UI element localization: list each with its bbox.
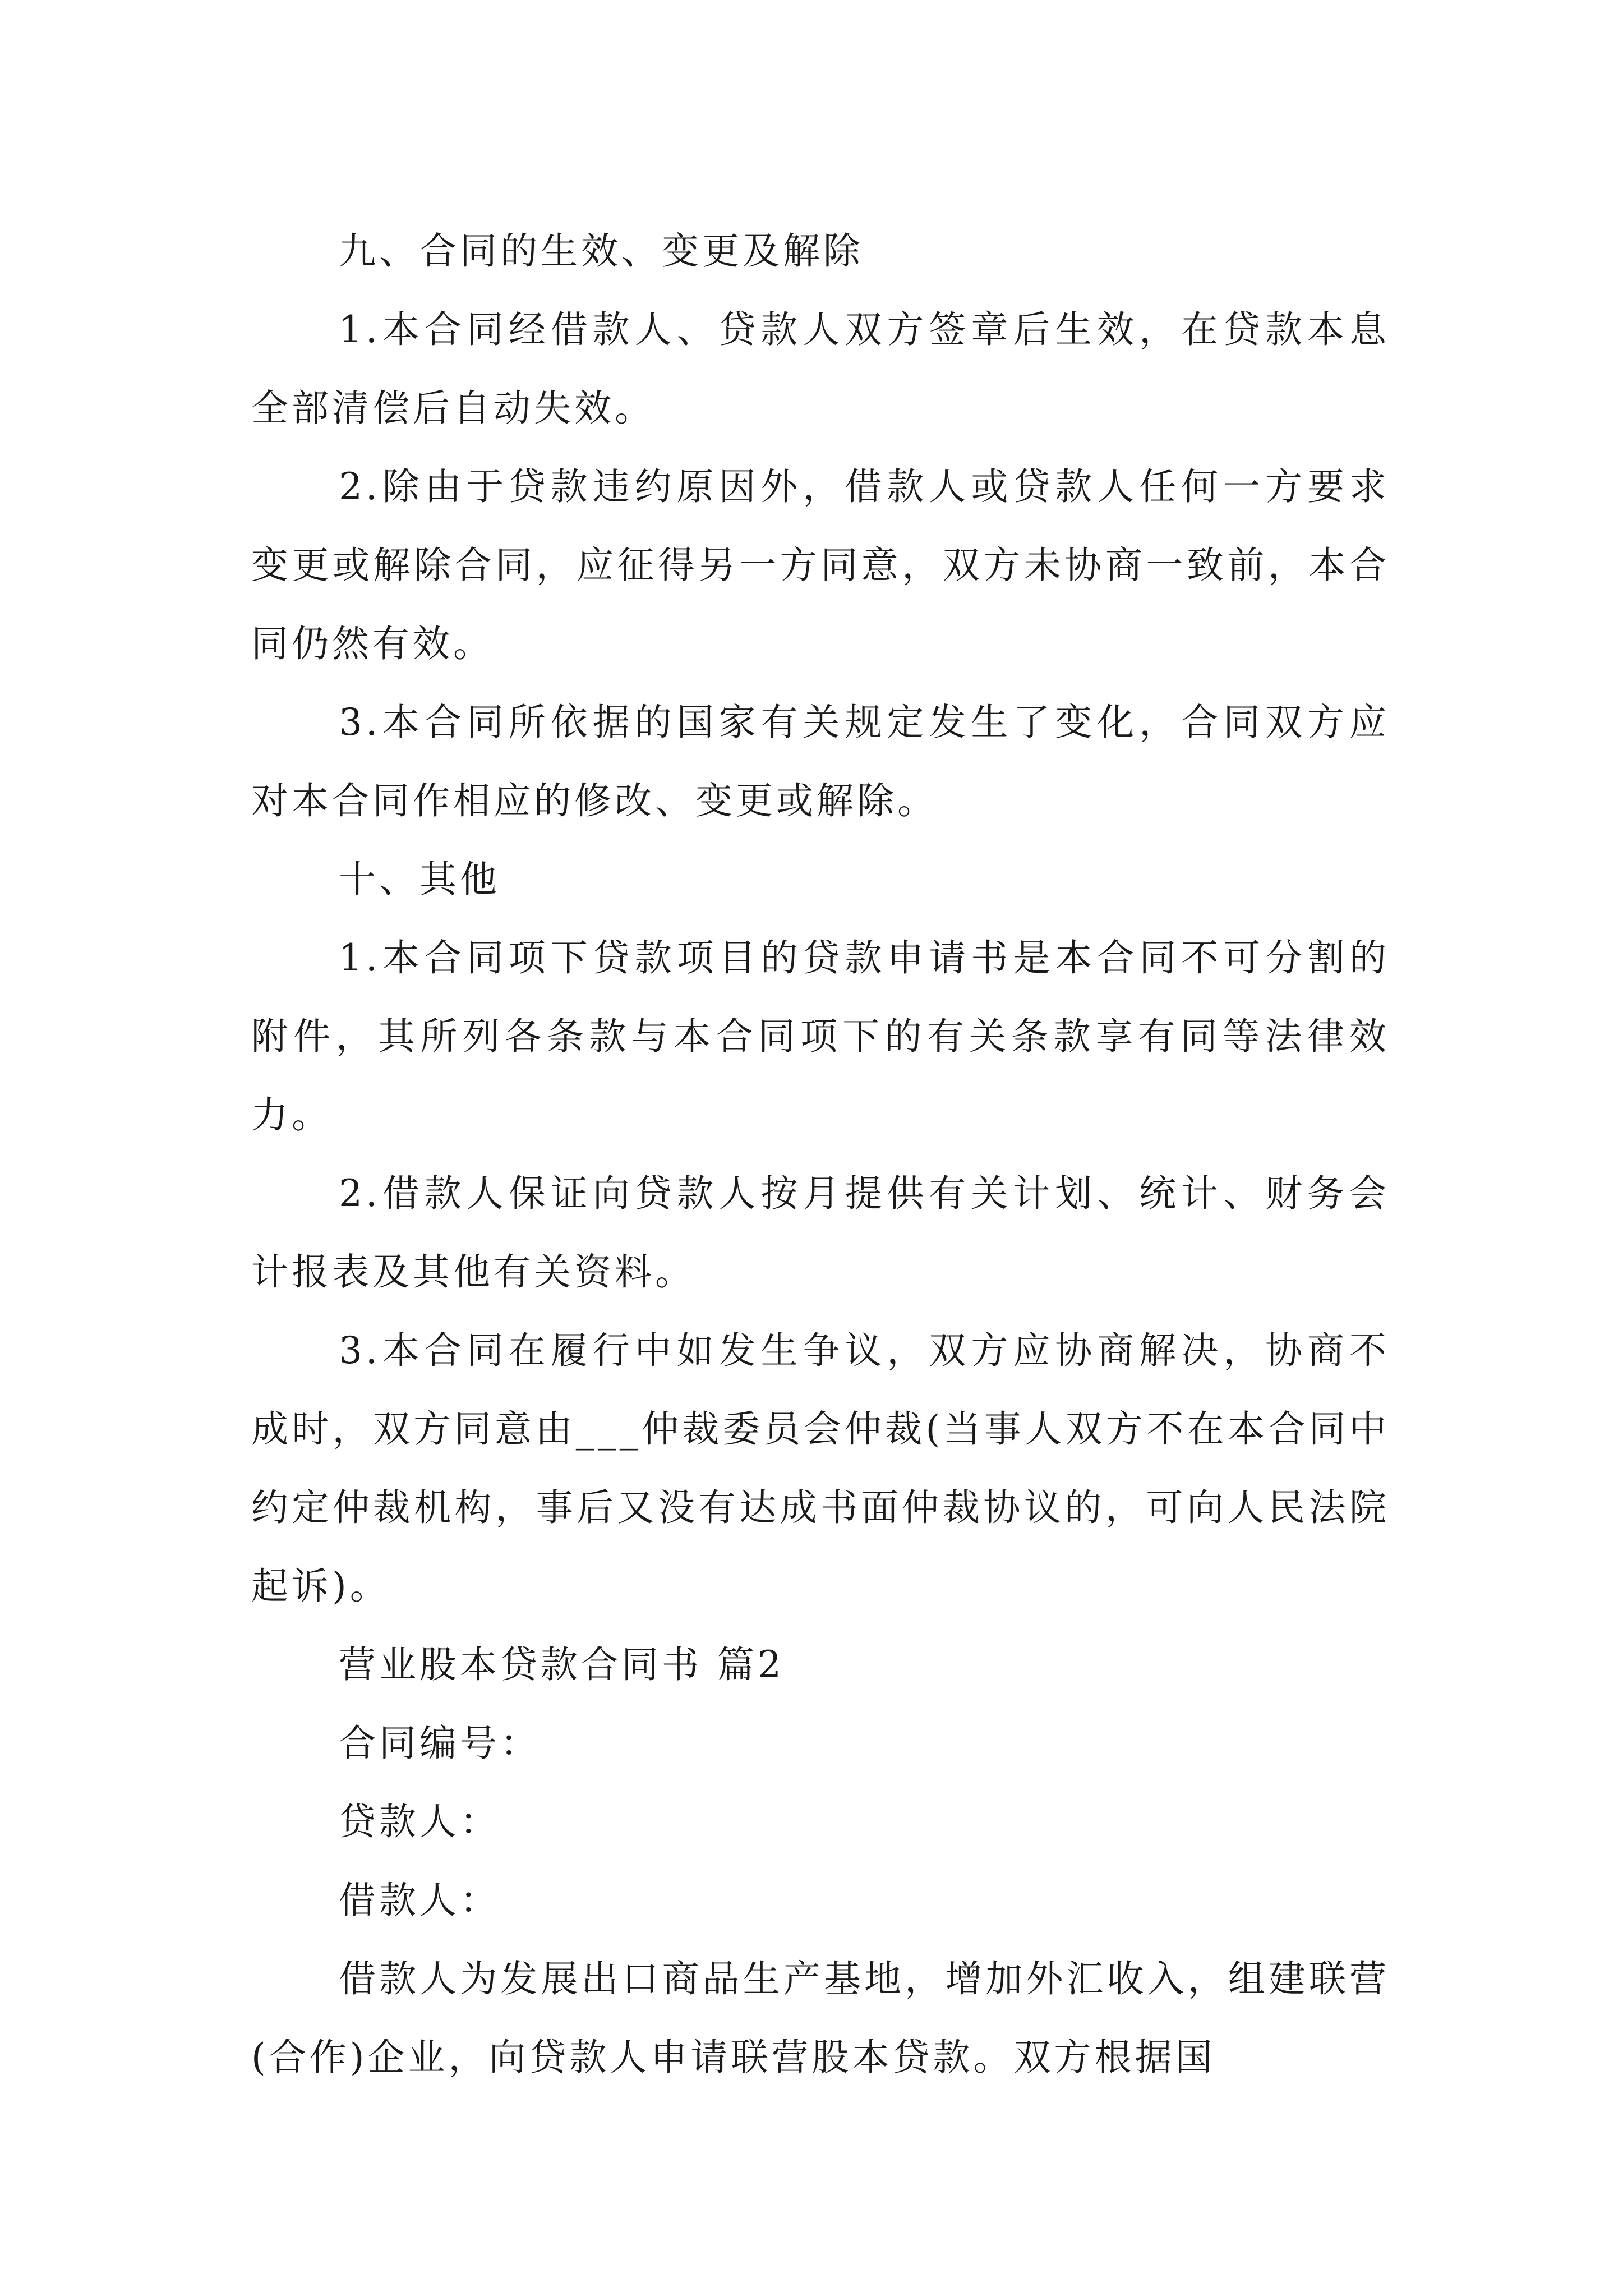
clause-9-3: 3.本合同所依据的国家有关规定发生了变化，合同双方应对本合同作相应的修改、变更或解除。	[251, 701, 1390, 822]
clause-10-2: 2.借款人保证向贷款人按月提供有关计划、统计、财务会计报表及其他有关资料。	[251, 1172, 1390, 1294]
clause-10-1: 1.本合同项下贷款项目的贷款申请书是本合同不可分割的附件，其所列各条款与本合同项下的有关条款享有同等法律效力。	[251, 936, 1390, 1137]
contract-number-field: 合同编号：	[339, 1722, 541, 1765]
borrower-field: 借款人：	[339, 1879, 500, 1922]
clause-10-3: 3.本合同在履行中如发生争议，双方应协商解决，协商不成时，双方同意由___仲裁委员会仲裁(当事人双方不在本合同中约定仲裁机构，事后又没有达成书面仲裁协议的，可向人民法院起诉)。	[251, 1329, 1390, 1608]
clause-9-1: 1.本合同经借款人、贷款人双方签章后生效，在贷款本息全部清偿后自动失效。	[251, 308, 1390, 430]
document-title-part-2: 营业股本贷款合同书 篇2	[339, 1643, 785, 1686]
section-heading-10: 十、其他	[339, 858, 500, 901]
clause-9-2: 2.除由于贷款违约原因外，借款人或贷款人任何一方要求变更或解除合同，应征得另一方同意，双方未协商一致前，本合同仍然有效。	[251, 465, 1390, 665]
lender-field: 贷款人：	[339, 1800, 500, 1843]
preamble-paragraph: 借款人为发展出口商品生产基地，增加外汇收入，组建联营(合作)企业，向贷款人申请联营股本贷款。双方根据国	[251, 1957, 1390, 2079]
section-heading-9: 九、合同的生效、变更及解除	[339, 229, 864, 273]
document-body	[251, 212, 1390, 2097]
